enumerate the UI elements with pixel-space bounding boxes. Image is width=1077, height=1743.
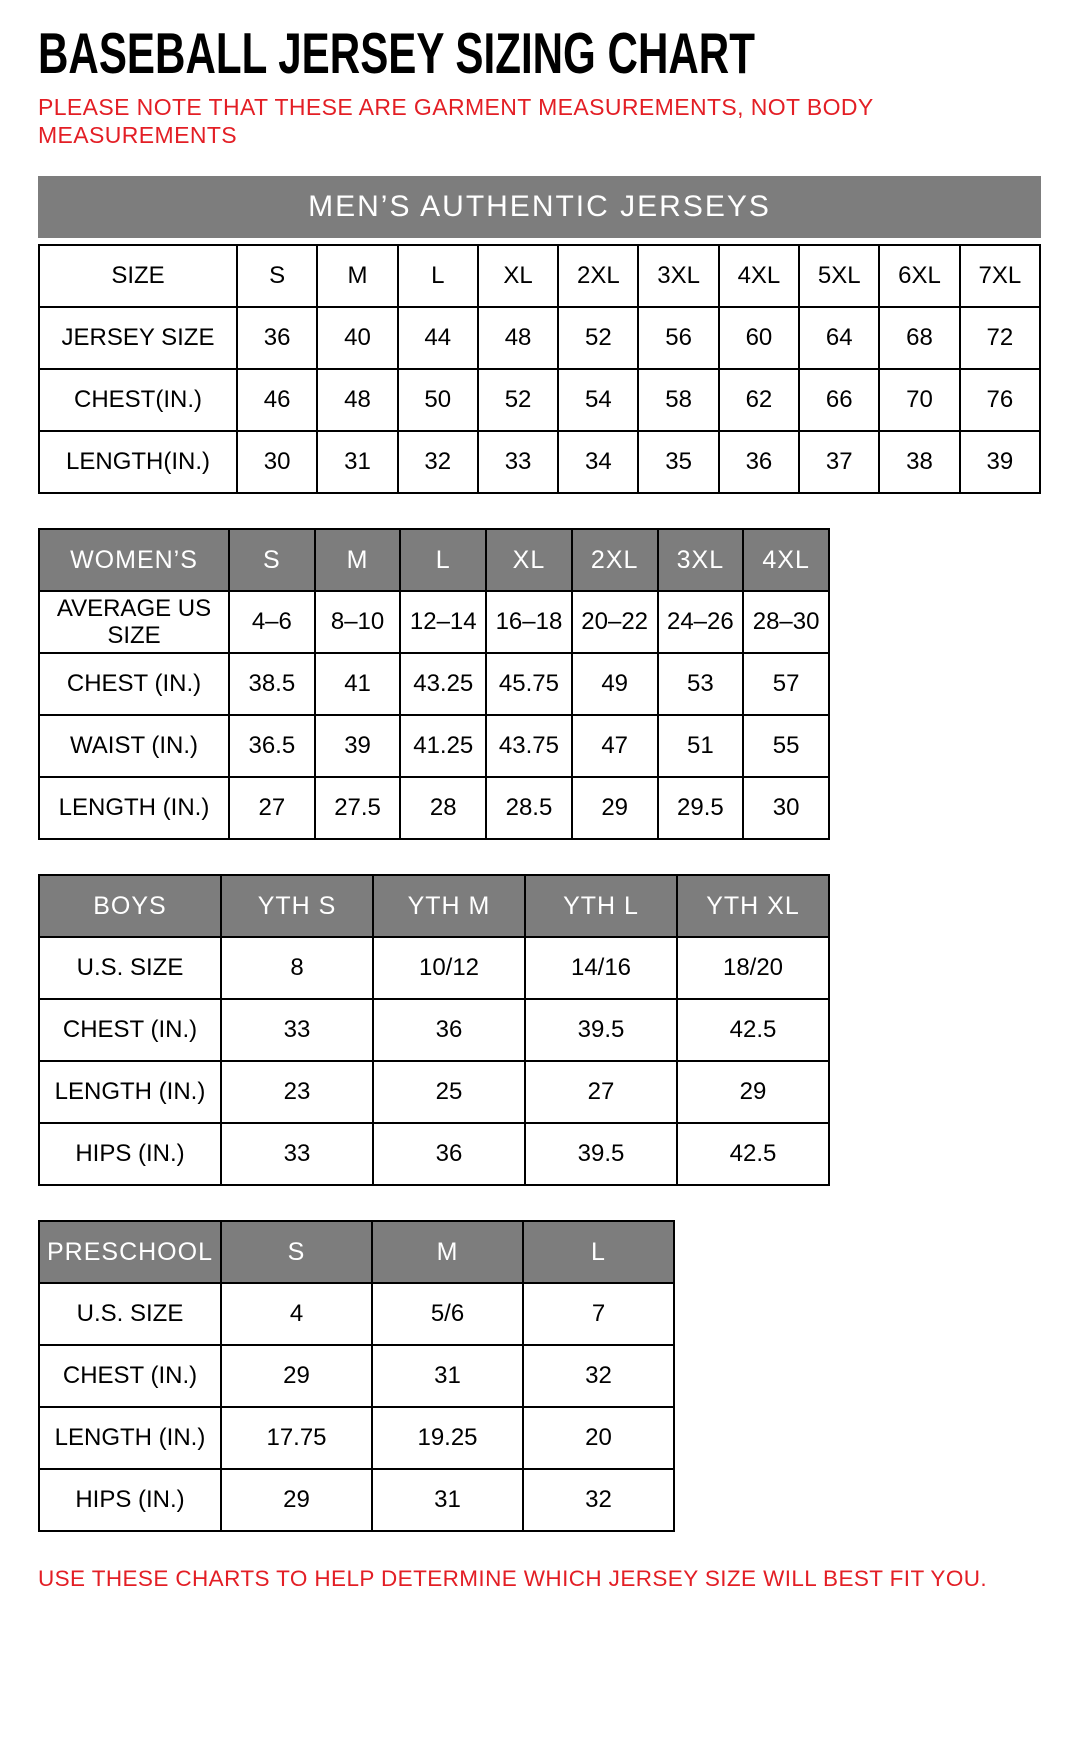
data-cell: 30 [237,431,317,493]
header-size-cell: YTH XL [677,875,829,937]
data-cell: 16–18 [486,591,572,653]
womens-table [38,528,830,840]
data-cell: 52 [478,369,558,431]
data-cell: 36 [373,999,525,1061]
data-cell: L [398,245,478,307]
data-cell: 46 [237,369,317,431]
row-label-cell: CHEST(IN.) [39,369,237,431]
data-cell: 39.5 [525,1123,677,1185]
data-cell: 33 [221,1123,373,1185]
data-cell: 29 [221,1345,372,1407]
data-cell: 4–6 [229,591,315,653]
data-cell: 47 [572,715,658,777]
data-cell: 39 [315,715,401,777]
garment-measurement-note: PLEASE NOTE THAT THESE ARE GARMENT MEASUREMENTS, NOT BODY MEASUREMENTS [38,93,874,149]
data-cell: 57 [743,653,829,715]
data-cell: 72 [960,307,1040,369]
data-cell: 55 [743,715,829,777]
header-size-cell: S [229,529,315,591]
data-cell: 31 [372,1345,523,1407]
row-label-cell: CHEST (IN.) [39,653,229,715]
header-label-cell: PRESCHOOL [39,1221,221,1283]
boys-table [38,874,830,1186]
table-row [39,1407,674,1469]
table-row [39,715,829,777]
data-cell: 29 [572,777,658,839]
table-row [39,653,829,715]
row-label-cell: U.S. SIZE [39,1283,221,1345]
data-cell: M [317,245,397,307]
data-cell: 32 [523,1345,674,1407]
header-size-cell: L [523,1221,674,1283]
header-row [39,875,829,937]
row-label-cell: LENGTH (IN.) [39,1407,221,1469]
data-cell: 48 [317,369,397,431]
row-label-cell: JERSEY SIZE [39,307,237,369]
data-cell: 68 [879,307,959,369]
data-cell: 41 [315,653,401,715]
data-cell: 64 [799,307,879,369]
data-cell: 31 [317,431,397,493]
data-cell: 31 [372,1469,523,1531]
data-cell: 51 [658,715,744,777]
data-cell: 33 [478,431,558,493]
data-cell: XL [478,245,558,307]
header-size-cell: M [372,1221,523,1283]
data-cell: 28 [400,777,486,839]
header-size-cell: XL [486,529,572,591]
data-cell: 29 [677,1061,829,1123]
data-cell: 49 [572,653,658,715]
row-label-cell: AVERAGE US SIZE [39,591,229,653]
row-label-cell: HIPS (IN.) [39,1123,221,1185]
data-cell: 25 [373,1061,525,1123]
data-cell: 29.5 [658,777,744,839]
header-size-cell: 4XL [743,529,829,591]
data-cell: 3XL [638,245,718,307]
data-cell: 32 [523,1469,674,1531]
header-size-cell: S [221,1221,372,1283]
data-cell: 7 [523,1283,674,1345]
data-cell: 54 [558,369,638,431]
table-row [39,431,1040,493]
boys-jerseys-section [38,874,1041,1186]
table-row [39,1469,674,1531]
mens-table [38,244,1041,494]
data-cell: 44 [398,307,478,369]
data-cell: 36 [719,431,799,493]
data-cell: 40 [317,307,397,369]
header-size-cell: M [315,529,401,591]
data-cell: 8–10 [315,591,401,653]
mens-jerseys-section [38,176,1041,494]
data-cell: 23 [221,1061,373,1123]
header-size-cell: 3XL [658,529,744,591]
data-cell: 4 [221,1283,372,1345]
data-cell: 43.25 [400,653,486,715]
table-row [39,591,829,653]
header-size-cell: YTH L [525,875,677,937]
data-cell: 5XL [799,245,879,307]
data-cell: S [237,245,317,307]
data-cell: 33 [221,999,373,1061]
table-row [39,1061,829,1123]
data-cell: 28.5 [486,777,572,839]
table-row [39,245,1040,307]
table-row [39,369,1040,431]
table-row [39,1123,829,1185]
data-cell: 30 [743,777,829,839]
header-size-cell: 2XL [572,529,658,591]
data-cell: 43.75 [486,715,572,777]
data-cell: 60 [719,307,799,369]
data-cell: 70 [879,369,959,431]
table-row [39,1345,674,1407]
page-title: BASEBALL JERSEY SIZING CHART [38,21,755,86]
row-label-cell: LENGTH(IN.) [39,431,237,493]
data-cell: 36.5 [229,715,315,777]
data-cell: 62 [719,369,799,431]
row-label-cell: HIPS (IN.) [39,1469,221,1531]
data-cell: 41.25 [400,715,486,777]
header-row [39,1221,674,1283]
data-cell: 39.5 [525,999,677,1061]
data-cell: 56 [638,307,718,369]
data-cell: 39 [960,431,1040,493]
womens-jerseys-section [38,528,1041,840]
table-row [39,937,829,999]
table-row [39,1283,674,1345]
data-cell: 38 [879,431,959,493]
data-cell: 4XL [719,245,799,307]
data-cell: 58 [638,369,718,431]
data-cell: 53 [658,653,744,715]
row-label-cell: CHEST (IN.) [39,999,221,1061]
data-cell: 37 [799,431,879,493]
data-cell: 48 [478,307,558,369]
data-cell: 12–14 [400,591,486,653]
data-cell: 32 [398,431,478,493]
data-cell: 24–26 [658,591,744,653]
header-label-cell: WOMEN’S [39,529,229,591]
data-cell: 18/20 [677,937,829,999]
row-label-cell: LENGTH (IN.) [39,1061,221,1123]
header-size-cell: YTH S [221,875,373,937]
data-cell: 36 [373,1123,525,1185]
row-label-cell: WAIST (IN.) [39,715,229,777]
data-cell: 8 [221,937,373,999]
data-cell: 27 [229,777,315,839]
data-cell: 7XL [960,245,1040,307]
data-cell: 35 [638,431,718,493]
data-cell: 6XL [879,245,959,307]
data-cell: 42.5 [677,1123,829,1185]
data-cell: 27 [525,1061,677,1123]
data-cell: 52 [558,307,638,369]
header-row [39,529,829,591]
data-cell: 20 [523,1407,674,1469]
data-cell: 27.5 [315,777,401,839]
data-cell: 19.25 [372,1407,523,1469]
table-row [39,307,1040,369]
data-cell: 17.75 [221,1407,372,1469]
data-cell: 2XL [558,245,638,307]
data-cell: 29 [221,1469,372,1531]
data-cell: 28–30 [743,591,829,653]
data-cell: 76 [960,369,1040,431]
table-row [39,999,829,1061]
preschool-table [38,1220,675,1532]
data-cell: 10/12 [373,937,525,999]
row-label-cell: U.S. SIZE [39,937,221,999]
data-cell: 34 [558,431,638,493]
header-label-cell: BOYS [39,875,221,937]
data-cell: 38.5 [229,653,315,715]
mens-banner: MEN’S AUTHENTIC JERSEYS [38,176,1041,238]
preschool-jerseys-section [38,1220,1041,1532]
data-cell: 66 [799,369,879,431]
row-label-cell: LENGTH (IN.) [39,777,229,839]
data-cell: 45.75 [486,653,572,715]
header-size-cell: YTH M [373,875,525,937]
row-label-cell: CHEST (IN.) [39,1345,221,1407]
data-cell: 14/16 [525,937,677,999]
data-cell: 42.5 [677,999,829,1061]
row-label-cell: SIZE [39,245,237,307]
header-size-cell: L [400,529,486,591]
data-cell: 20–22 [572,591,658,653]
table-row [39,777,829,839]
fit-advice-footer: USE THESE CHARTS TO HELP DETERMINE WHICH JERSEY SIZE WILL BEST FIT YOU. [38,1566,988,1592]
data-cell: 36 [237,307,317,369]
data-cell: 50 [398,369,478,431]
data-cell: 5/6 [372,1283,523,1345]
